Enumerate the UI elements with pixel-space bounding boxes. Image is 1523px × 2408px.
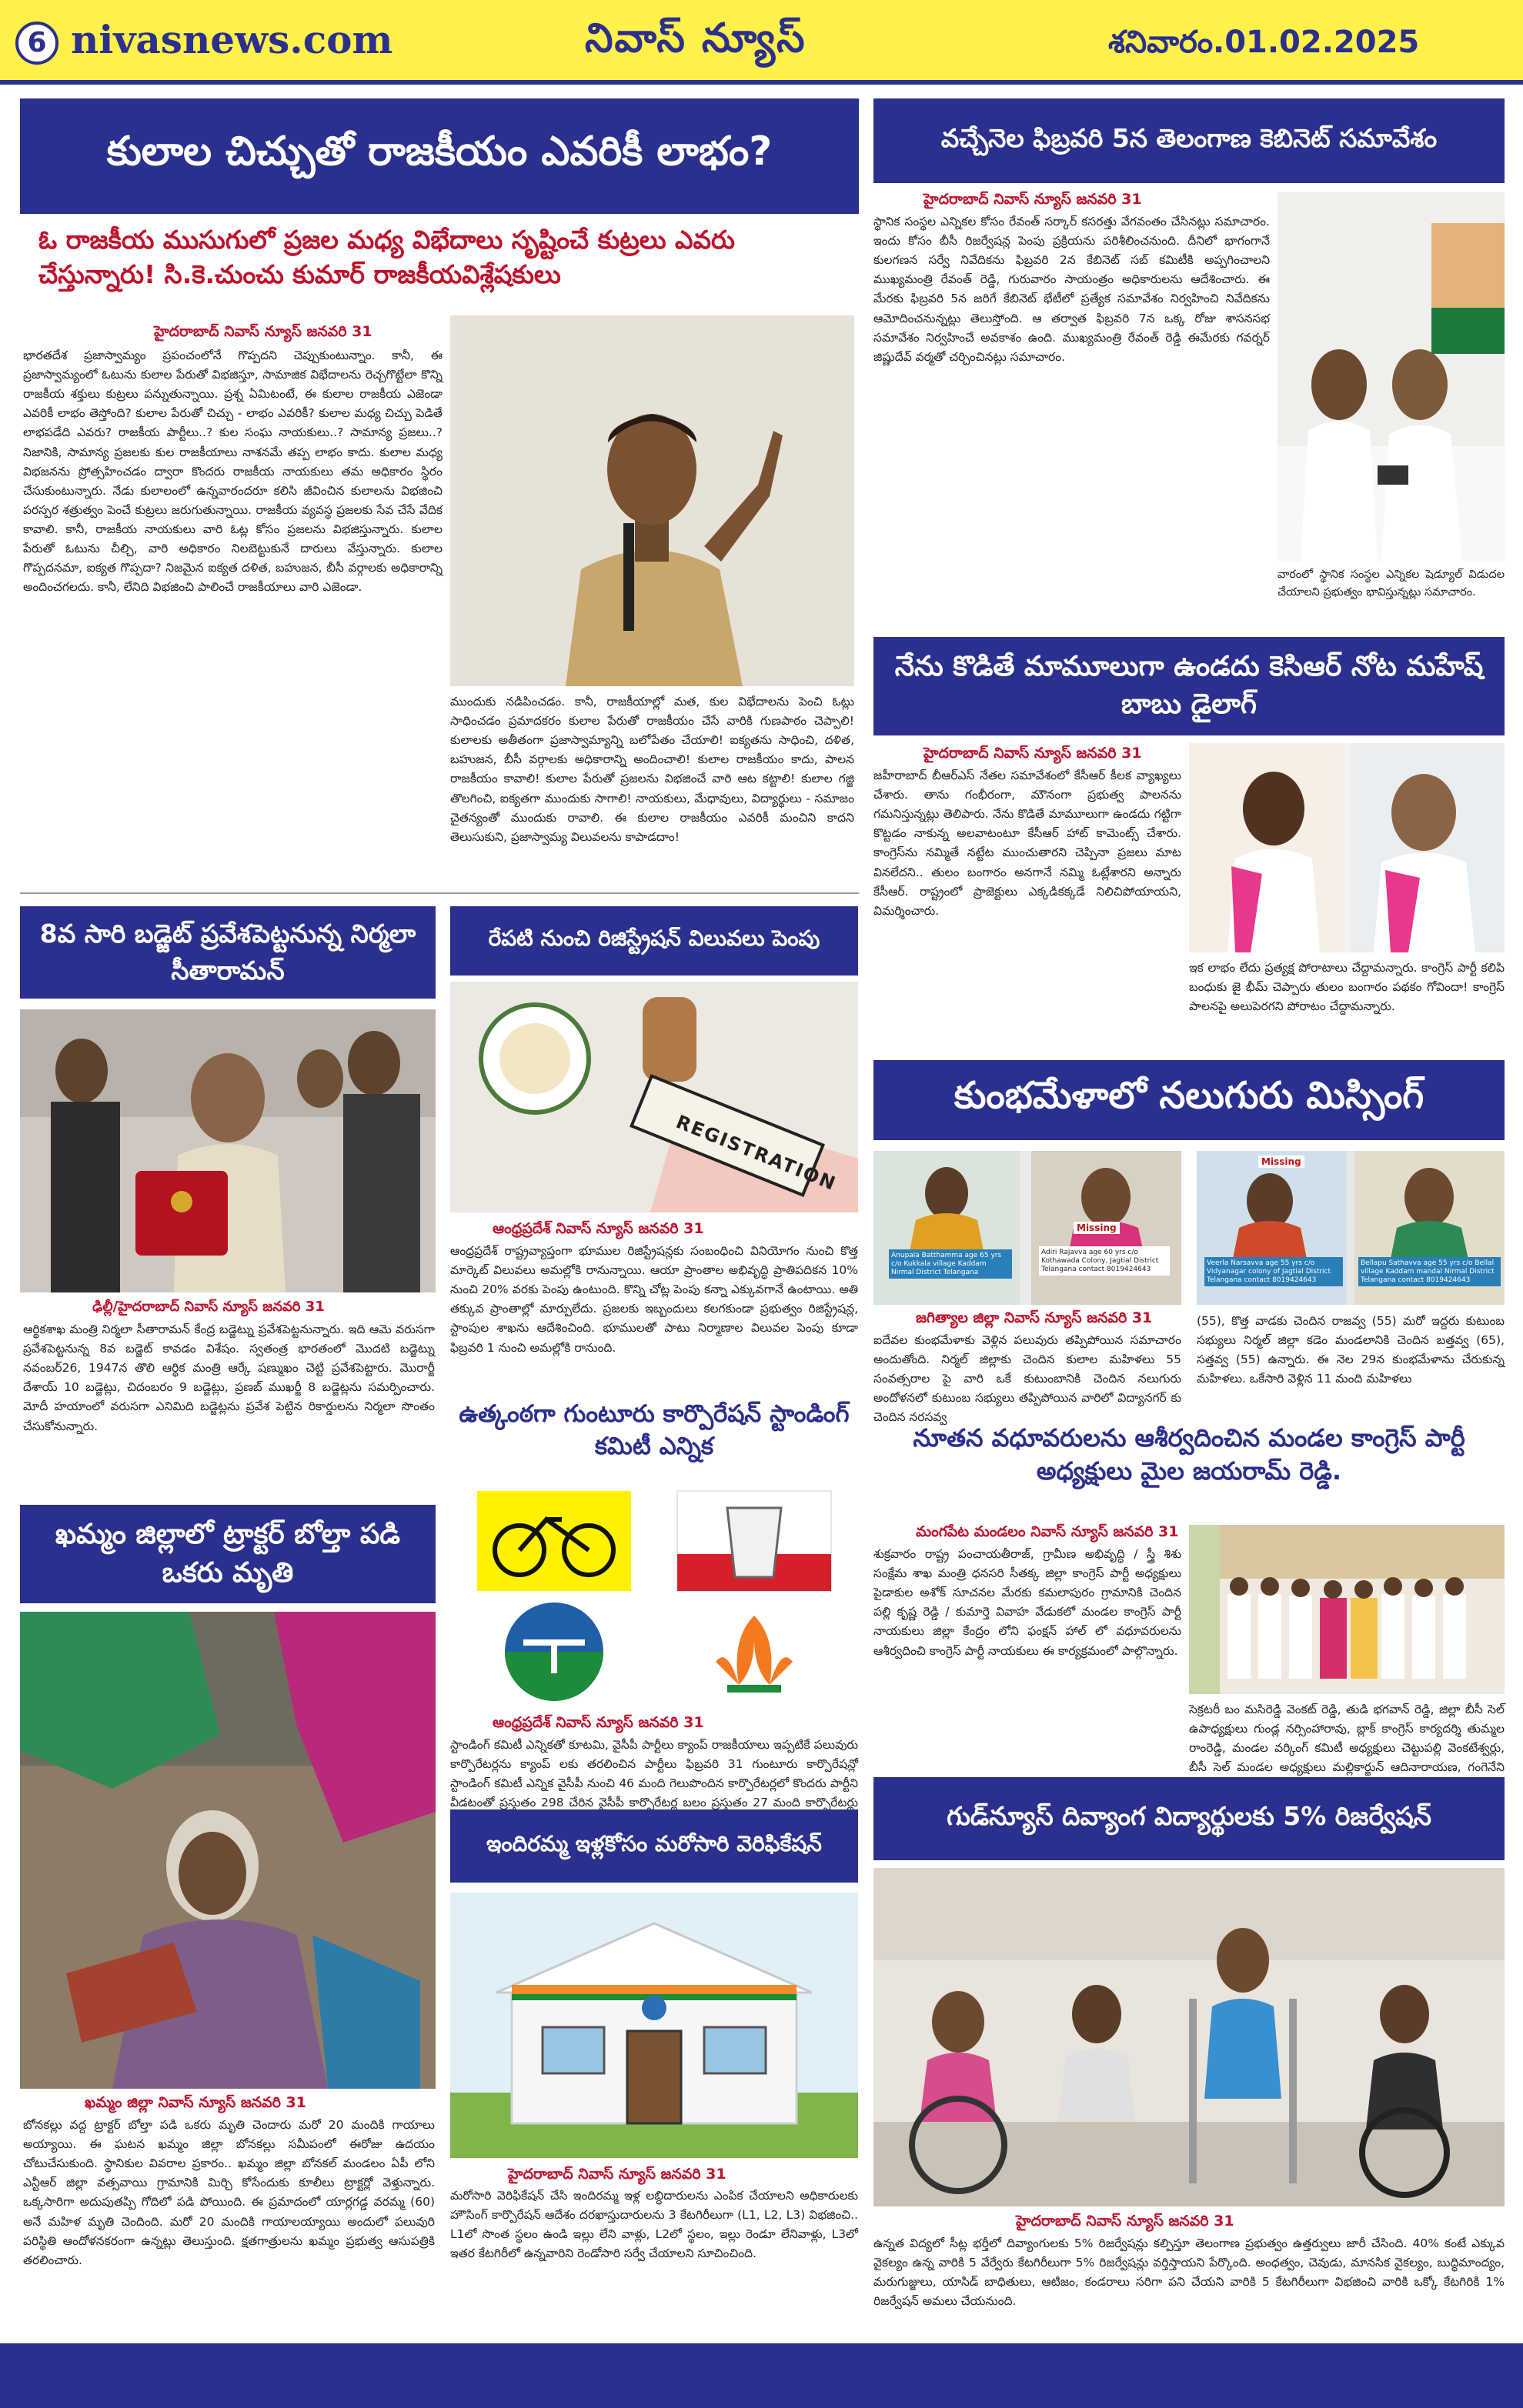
kumbh-photo-missing-left <box>873 1151 1181 1305</box>
cabinet-body: స్థానిక సంస్థల ఎన్నికల కోసం రేవంత్ సర్కార్ కసరత్తు వేగవంతం చేసినట్లు సమాచారం. ఇందు కోసం బీసీ రిజర్వేషన్ల పెంపు ప్రక్రియను పరిశీలించనుంది. దీనిలో భాగంగానే కులగణన సర్వే నివేదికను ఫిబ్రవరి 2న కేబినెట్ సబ్ కమిటీకి అప్పగించాలని ముఖ్యమంత్రి రేవంత్ రెడ్డి, గురువారం సాయంత్రం అధికారులను ఆదేశించారు. ఈ మేరకు ఫిబ్రవరి 5న జరిగే కేబినెట్ భేటీలో ప్రత్యేక సమావేశం నిర్వహించి నివేదికను ఆమోదించనున్నట్లు తెలుస్తోంది. ఆ తర్వాత ఫిబ్రవరి 7న ఒక్క రోజు శాసనసభ సమావేశం నిర్వహించే అవకాశం ఉంది. ముఖ్యమంత్రి రేవంత్ రెడ్డి ఈమేరకు గవర్నర్ జిష్ణుదేవ్ వర్మతో చర్చించినట్లు సమాచారం. <box>873 215 1270 364</box>
kcr-dateline: హైదరాబాద్ నివాస్ న్యూస్ జనవరి 31 <box>923 745 1142 762</box>
newlywed-headline: నూతన వధూవరులను ఆశీర్వదించిన మండల కాంగ్రెస్ పార్టీ అధ్యక్షులు మైల జయరామ్ రెడ్డి. <box>913 1423 1465 1486</box>
missing-person-3-caption: Veerla Narsavva age 55 yrs c/o Vidyanagar colony of Jagtial District Telangana contact 8019424643 <box>1204 1257 1343 1286</box>
budget-photo-minister <box>20 1009 436 1292</box>
section-divider <box>20 892 859 894</box>
khammam-dateline: ఖమ్మం జిల్లా నివాస్ న్యూస్ జనవరి 31 <box>85 2094 306 2111</box>
lead-dateline: హైదరాబాద్ నివాస్ న్యూస్ జనవరి 31 <box>154 323 372 340</box>
newlywed-body: శుక్రవారం రాష్ట్ర పంచాయతీరాజ్, గ్రామీణ అభివృద్ధి / స్త్రీ శిశు సంక్షేమ శాఖ మంత్రి ధనసరి సీతక్క జిల్లా కాంగ్రెస్ పార్టీ అధ్యక్షులు పైడాకుల అశోక్ సూచనల మేరకు కమలాపురం గ్రామానికి చెందిన పల్లి కృష్ణ రెడ్డి / కుమార్తె వివాహ వేడుకలో మండల కాంగ్రెస్ పార్టీ నాయకులు జిల్లా కేంద్రం లోని ఫంక్షన్ హాల్ లో వధూవరులను ఆశీర్వదించి కాంగ్రెస్ పార్టీ నాయకులు ఈ కార్యక్రమంలో పాల్గొన్నారు. <box>873 1547 1181 1658</box>
kumbh-body-left: ఐదేవల కుంభమేళాకు వెళ్లిన పలువురు తప్పిపోయిన సమాచారం అందుతోంది. నిర్మల్ జిల్లాకు చెందిన కులాల మహిళలు 55 సంవత్సరాల పై వారి ఒకే కుటుంబానికి చెందిన నలుగురు అందోళనలో కుటుంబ సభ్యులు తప్పిపోయిన వారిలో విద్యానగర్ కు చెందిన నరసవ్వ <box>873 1333 1181 1425</box>
cabinet-dateline: హైదరాబాద్ నివాస్ న్యూస్ జనవరి 31 <box>923 191 1142 208</box>
cabinet-caption: వారంలో స్థానిక సంస్థల ఎన్నికల షెడ్యూల్ విడుదల చేయాలని ప్రభుత్వం భావిస్తున్నట్లు సమాచారం. <box>1278 569 1505 599</box>
newspaper-brand: నివాస్ న్యూస్ <box>585 15 807 62</box>
registration-stamp-text: REGISTRATION <box>673 1111 840 1196</box>
page-number: 6 <box>15 22 58 65</box>
footer-bar <box>0 2343 1523 2408</box>
lead-photo-speaker <box>450 315 854 686</box>
missing-tag-right: Missing <box>1258 1156 1304 1168</box>
khammam-headline: ఖమ్మం జిల్లాలో ట్రాక్టర్ బోల్తా పడి ఒకరు మృతి <box>20 1505 436 1603</box>
lead-headline: కులాల చిచ్చుతో రాజకీయం ఎవరికీ లాభం? <box>20 98 859 214</box>
guntur-body: స్టాండింగ్ కమిటీ ఎన్నికతో కూటమి, వైసీపీ పార్టీలు క్యాంప్ రాజకీయాలు ఇప్పటికే పలువురు కార్పొరేటర్లను క్యాంప్ లకు తరలించిన పార్టీలు ఫిబ్రవరి 31 గుంటూరు కార్పొరేషన్లో స్టాండింగ్ కమిటీ ఎన్నిక వైసీపీ నుంచి 46 మంది గెలుపొందిన కార్పొరేటర్లలో కొందరు పార్టీని వీడటంతో ప్రస్తుతం 298 చేరిన వైసీపీ కార్పొరేటర్ల బలం ప్రస్తుతం 27 మంది కార్పొరేటర్లు <box>450 1738 858 1810</box>
registration-photo-stamp <box>450 982 858 1212</box>
khammam-body: బోనకల్లు వద్ద ట్రాక్టర్ బోల్తా పడి ఒకరు మృతి చెందారు మరో 20 మందికి గాయాలు అయ్యాయి. ఈ ఘటన ఖమ్మం జిల్లా బోనకల్లు సమీపంలో ఈరోజు ఉదయం చోటుచేసుకుంది. స్థానికుల వివరాల ప్రకారం.. ఖమ్మం జిల్లా బోనకల్ మండలం ఏపీ లోని ఎన్టీఆర్ జిల్లా వత్సవాయి గ్రామానికి మిర్చి కోసేందుకు కూలీలు ట్రాక్టర్లో వెళ్తున్నారు. ఒక్కసారిగా అదుపుతప్పి గోదిలో పడి పోయింది. ఈ ప్రమాదంలో యార్లగడ్డ వరమ్మ (60) అనే మహిళ మృతి చెందింది. మరో 20 మందికి గాయాలయ్యాయి అందులో పలువురి పరిస్థితి ఆందోళనకరంగా ఉన్నట్లు తెలుస్తుంది. క్షతగాత్రులను ఖమ్మం ప్రభుత్వ ఆసుపత్రికి తరలించారు. <box>23 2118 435 2267</box>
website-name[interactable]: nivasnews.com <box>71 17 393 62</box>
housing-body: మరోసారి వెరిఫికేషన్ చేసి ఇందిరమ్మ ఇళ్ల లబ్ధిదారులను ఎంపిక చేయాలని అధికారులకు హౌసింగ్ కార్పొరేషన్ ఆదేశం దరఖాస్తుదారులను 3 కేటగిరీలుగా (L1, L2, L3) విభజించి.. L1లో సొంత స్థలం ఉండి ఇల్లు లేని వాళ్లు, L2లో స్థలం, ఇల్లు రెండూ లేనివాళ్లు, L3లో ఇతర కేటగిరీలో ఉన్నవారిని రెండోసారి సర్వే చేయాలని సూచించింది. <box>450 2189 858 2261</box>
housing-headline: ఇందిరమ్మ ఇళ్లకోసం మరోసారి వెరిఫికేషన్ <box>450 1809 858 1883</box>
guntur-photo-party-symbols <box>462 1485 847 1708</box>
guntur-headline: ఉత్కంఠగా గుంటూరు కార్పొరేషన్ స్టాండింగ్ కమిటీ ఎన్నిక <box>459 1400 850 1460</box>
lead-body-right: ముందుకు నడిపించడం. కానీ, రాజకీయాల్లో మత, కుల విభేదాలను పెంచి ఓట్లు సాధించడం ప్రమాదకరం కులాల పేరుతో రాజకీయం చేసే వారికి గుణపాఠం చెప్పాలి! కులాలకు అతీతంగా ప్రజాస్వామ్యాన్ని బలోపేతం చేయాలి! ఐక్యతను సాధించి, దళిత, బహుజన, బీసీ వర్గాలకు అధికారాన్ని అందించాలి! కులాల రాజకీయం కాదు, పాలన రాజకీయం కావాలి! కులాల పేరుతో ప్రజలను విభజించే వారి ఆట కట్టాలి! కులాల గజ్జి తొలగించి, ఐక్యతగా ముందుకు సాగాలి! నాయకులు, మేధావులు, విద్యార్థులు - సమాజం చైతన్యంతో ముందుకు రావాలి. ఈ కులాల రాజకీయం ఎవరికీ మంచిని కాదని తెలుసుకుని, ప్రజాస్వామ్య విలువలను కాపాడదాం! <box>450 695 854 844</box>
budget-headline: 8వ సారి బడ్జెట్ ప్రవేశపెట్టనున్న నిర్మలా సీతారామన్ <box>20 906 436 999</box>
cabinet-headline: వచ్చేనెల ఫిబ్రవరి 5న తెలంగాణ కెబినెట్ సమావేశం <box>873 98 1505 183</box>
registration-dateline: ఆంధ్రప్రదేశ్ నివాస్ న్యూస్ జనవరి 31 <box>493 1220 704 1237</box>
budget-body: ఆర్థికశాఖ మంత్రి నిర్మలా సీతారామన్ కేంద్ర బడ్జెట్ను ప్రవేశపెట్టనున్నారు. ఇది ఆమె వరుసగా ప్రవేశపెట్టనున్న 8వ బడ్జెట్ కావడం విశేషం. స్వతంత్ర భారతంలో మొదటి బడ్జెట్ను నవంబర్26, 1947న తొలి ఆర్థిక మంత్రి ఆర్కే షణ్ముఖం చెట్టి ప్రవేశపెట్టారు. మొరార్జీ దేశాయ్ 10 బడ్జెట్లు, చిదంబరం 9 బడ్జెట్లు, ప్రణబ్ ముఖర్జీ 8 బడ్జెట్లను సమర్పించారు. మోదీ హయాంలో వరుసగా ఎనిమిది బడ్జెట్లను ప్రవేశ పెట్టిన రికార్డులను నిర్మలా సొంతం చేసుకోనున్నారు. <box>23 1322 435 1433</box>
missing-person-2-caption: Adiri Rajavva age 60 yrs c/o Kothawada Colony, Jagtial District Telangana contact 8019424643 <box>1039 1246 1170 1276</box>
kumbh-body-right: (55), కొత్త వాడకు చెందిన రాజవ్వ (55) మరో ఇద్దరు కుటుంబ సభ్యులు నిర్మల్ జిల్లా కడెం మండలానికి చెందిన బత్తవ్వ (65), సత్తవ్వ (55) ఉన్నారు. ఈ నెల 29న కుంభమేళాను చేరుకున్న మహిళలు. ఒకేసారి వెళ్లిన 11 మంది మహిళలు <box>1197 1314 1505 1386</box>
disabled-headline: గుడ్‌న్యూస్ దివ్యాంగ విద్యార్థులకు 5% రిజర్వేషన్ <box>873 1777 1505 1860</box>
guntur-dateline: ఆంధ్రప్రదేశ్ నివాస్ న్యూస్ జనవరి 31 <box>493 1714 704 1731</box>
kcr-caption: ఇక లాభం లేదు ప్రత్యక్ష పోరాటాలు చేద్దామన్నారు. కాంగ్రెస్ పార్టీ కలిపి బంధుకు జై భీమ్ చెప్పారు తులం బంగారం పథకం గోవిందా! కాంగ్రెస్ పాలనపై అలుపెరగని పోరాటం చేద్దామన్నారు. <box>1189 961 1505 1014</box>
budget-dateline: ఢిల్లీ/హైదరాబాద్ నివాస్ న్యూస్ జనవరి 31 <box>92 1299 325 1315</box>
housing-photo-house <box>450 1893 858 2158</box>
lead-subheadline: ఓ రాజకీయ ముసుగులో ప్రజల మధ్య విభేదాలు సృష్టించే కుట్రలు ఎవరు చేస్తున్నారు! సి.కె.చుంచు కుమార్ రాజకీయవిశ్లేషకులు <box>38 225 735 289</box>
kumbh-headline: కుంభమేళాలో నలుగురు మిస్సింగ్ <box>873 1060 1505 1140</box>
khammam-photo-accident <box>20 1612 436 2089</box>
missing-person-1-caption: Anupala Batthamma age 65 yrs c/o Kukkala village Kaddam Nirmal District Telangana <box>889 1249 1012 1279</box>
newlywed-photo-wedding <box>1189 1525 1505 1694</box>
cabinet-photo-meeting <box>1278 192 1505 562</box>
missing-person-4-caption: Bellapu Sathavva age 55 yrs c/o Bellal village Kaddam mandal Nirmal District Telangana contact 8019424643 <box>1358 1257 1501 1286</box>
issue-date: శనివారం.01.02.2025 <box>1108 25 1420 60</box>
disabled-photo-students <box>873 1868 1505 2206</box>
kcr-body: జహీరాబాద్ బీఆర్ఎస్ నేతల సమావేశంలో కేసీఆర్ కీలక వ్యాఖ్యలు చేశారు. తాను గంభీరంగా, మౌనంగా ప్రభుత్వ పాలనను గమనిస్తున్నట్లు తెలిపారు. నేను కొడితే మామూలుగా ఉండదు గట్టిగా కొట్టడం నాకున్న అలవాటంటూ కేసీఆర్ హాట్ కామెంట్స్ చేశారు. కాంగ్రెస్‌ను నమ్మితే నట్టేట ముంచుతారని చెప్పినా ప్రజలు మాట వినలేదని.. తులం బంగారం అనగానే నమ్మి ఓట్లేశారని అన్నారు కేసీఆర్. రాష్ట్రంలో ప్రాజెక్టులు ఎక్కడికక్కడే నిలిచిపోయాయని, విమర్శించారు. <box>873 769 1181 918</box>
newlywed-body-right: సెక్రటరీ బం మసిరెడ్డి వెంకట్ రెడ్డి, తుడి భగవాన్ రెడ్డి, జిల్లా బీసీ సెల్ ఉపాధ్యక్షులు గుండ్ల నర్సింహారావు, బ్లాక్ కాంగ్రెస్ కార్యదర్శి తుమ్మల రాంరెడ్డి, మండల వర్కింగ్ కమిటీ అధ్యక్షులు చెట్టుపల్లి వెంకటేశ్వర్లు, బీసీ సెల్ మండల అధ్యక్షులు మల్లికార్జున్ ఆదినారాయణ, గంగెనేని <box>1189 1703 1505 1775</box>
registration-body: ఆంధ్రప్రదేశ్ రాష్ట్రవ్యాప్తంగా భూముల రిజిస్ట్రేషన్లకు సంబంధించి వినియోగం నుంచి కొత్త మార్కెట్ విలువలు అమల్లోకి రానున్నాయి. ఆయా ప్రాంతాల అభివృద్ధి ప్రాతిపదికన 10% నుంచి 20% వరకు పెంపు ఉంటుంది. కొన్ని చోట్ల పెంపు కన్నా ఎక్కువగానే ఉంటాయి. అతి తక్కువ ప్రాంతాల్లో మార్పులేదు. ప్రజలకు ఇబ్బందులు కలగకుండా ప్రభుత్వం రిజిస్ట్రేషన్ల, స్టాంపుల శాఖను ఆదేశించింది. భూములతో పాటు నిర్మాణాల విలువల పెంపు కూడా ఫిబ్రవరి 1 నుంచి అమల్లోకి రానుంది. <box>450 1244 858 1355</box>
newlywed-dateline: మంగపేట మండలం నివాస్ న్యూస్ జనవరి 31 <box>916 1523 1179 1540</box>
disabled-body: ఉన్నత విద్యలో సీట్ల భర్తీలో దివ్యాంగులకు 5% రిజర్వేషన్లు కల్పిస్తూ తెలంగాణ ప్రభుత్వం ఉత్తర్వులు జారీ చేసింది. 40% కంటే ఎక్కువ వైకల్యం ఉన్న వారికి 5 వేర్వేరు కేటగిరీలుగా 5% రిజర్వేషన్లు వర్తిస్తాయని పేర్కొంది. అంధత్వం, చెవుడు, మానసిక వైకల్యం, బుద్ధిమాంద్యం, మరుగుజ్జులు, యాసిడ్ బాధితులు, ఆటిజం, కండరాలు సరిగా పని చేయని వారికి 5 కేటగిరీలుగా విభజించి వారికి ఒక్కో కేటగిరికి 1% రిజర్వేషన్ అమలు చేయనుంది. <box>873 2236 1505 2309</box>
lead-body-left: భారతదేశ ప్రజాస్వామ్యం ప్రపంచంలోనే గొప్పదని చెప్పుకుంటున్నాం. కానీ, ఈ ప్రజాస్వామ్యంలో ఓటును కులాల పేరుతో విభజిస్తూ, సామాజిక విభేదాలను రెచ్చగొట్టేలా కొన్ని రాజకీయ శక్తులు కుట్రలు పన్నుతున్నాయి. ప్రశ్న ఏమిటంటే, ఈ కులాల రాజకీయ ఎజెండా ఎవరికీ లాభం తెస్తోంది? కులాల పేరుతో చిచ్చు - లాభం ఎవరికీ? కులాల మధ్య చిచ్చు పెడితే లాభపడేది ఎవరు? రాజకీయ పార్టీలు..? కుల సంఘ నాయకులు..? సామాన్య ప్రజలు..? నిజానికి, సామాన్య ప్రజలకు కుల రాజకీయాలు నాశనమే తప్ప లాభం కాదు. కులాల మధ్య విభజనను ప్రోత్సహించడం ద్వారా కొందరు రాజకీయ నాయకులు తమ అధికారం స్థిరం చేసుకుంటున్నారు. నేడు కులాలంలో ఉన్నవారందరూ కలిసి జీవించిన కులాలను విభజించి పరస్పర శత్రుత్వం పెంచే కుట్రలు జరుగుతున్నాయి. రాజకీయ వ్యవస్థ ప్రజలకు సేవ చేసే వేదిక కావాలి. కానీ, రాజకీయ నాయకులు వారి ఓట్ల కోసం ప్రజలను విభజిస్తున్నారు. కులాల పేరుతో ఓటును చీల్చి, వారి అధికారం నిలబెట్టుకునే దారులు వేస్తున్నారు. కులాల గొప్పదనమా, ఐక్యత గొప్పదా? నిజమైన ఐక్యత దళిత, బహుజన, బీసీ వర్గాలకు అధికారాన్ని అందించగలదు. కానీ, లేనిది విభజించి పాలించే రాజకీయాలు వారి ఎజెండా. <box>23 349 443 595</box>
missing-tag-left: Missing <box>1074 1222 1120 1234</box>
kcr-headline: నేను కొడితే మామూలుగా ఉండదు కెసిఆర్ నోట మహేష్ బాబు డైలాగ్ <box>873 637 1505 735</box>
housing-dateline: హైదరాబాద్ నివాస్ న్యూస్ జనవరి 31 <box>508 2166 726 2183</box>
kumbh-photo-missing-right <box>1197 1151 1505 1305</box>
kumbh-dateline: జగిత్యాల జిల్లా నివాస్ న్యూస్ జనవరి 31 <box>916 1309 1153 1326</box>
disabled-dateline: హైదరాబాద్ నివాస్ న్యూస్ జనవరి 31 <box>1016 2213 1234 2230</box>
registration-headline: రేపటి నుంచి రిజిస్ట్రేషన్ విలువలు పెంపు <box>450 906 858 976</box>
kcr-photo <box>1189 743 1505 952</box>
